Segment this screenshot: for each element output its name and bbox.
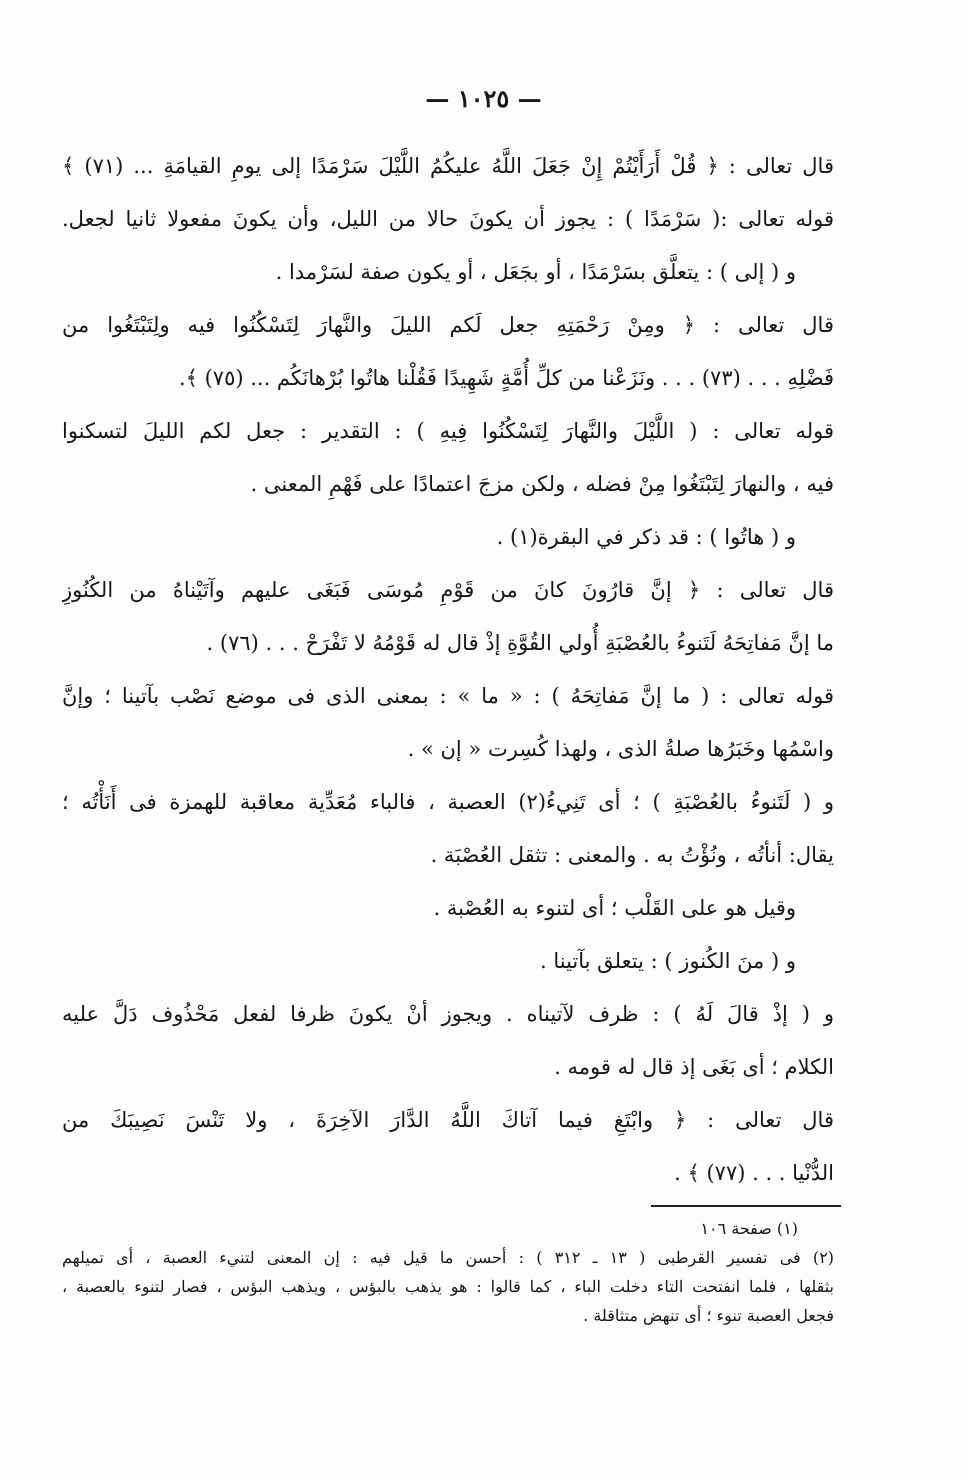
footnote-line: بثقلها ، فلما انفتحت التاء دخلت الباء ، كما قالوا : هو يذهب بالبؤس ، ويذهب البؤس ، فصار لتنوء بالعصبة ،: [62, 1277, 834, 1296]
footnote-line: فجعل العصبة تنوء ؛ أى تنهض متثاقلة .: [583, 1306, 834, 1325]
page-number: — ١٠٢٥ —: [425, 84, 542, 113]
text-line: ما إنَّ مَفاتِحَهُ لَتَنوءُ بالعُصْبَةِ أُولي القُوَّةِ إذْ قال له قَوْمُهُ لا تَفْرَحْ . . . (٧٦) .: [206, 631, 834, 655]
footnotes-block: [62, 1214, 834, 1330]
text-line: قال تعالى : ﴿ ومِنْ رَحْمَتِهِ جعل لَكم الليلَ والنَّهارَ لِتَسْكُنُوا فيه ولِتَبْتَغُوا من: [62, 313, 834, 337]
text-line: و ( هاتُوا ) : قد ذكر في البقرة(١) .: [496, 525, 796, 549]
text-line: قال تعالى : ﴿ قُلْ أَرَأَيْتُمْ إِنْ جَعَلَ اللَّهُ عليكُمُ اللَّيْلَ سَرْمَدًا إلى يومِ القيامَةِ ... (٧١) ﴾: [62, 154, 834, 178]
text-line: وقيل هو على القَلْب ؛ أى لتنوء به العُصْبة .: [433, 896, 796, 920]
text-line: و ( لَتَنوءُ بالعُصْبَةِ ) ؛ أى تَنِيءُ(٢) العصبة ، فالباء مُعَدِّية معاقبة للهمزة فى أَنَأْتُه ؛: [62, 790, 834, 814]
text-line: قوله تعالى : ( ما إنَّ مَفاتِحَهُ ) : « ما » : بمعنى الذى فى موضع نَصْب بآتينا ؛ وإنَّ: [62, 684, 834, 708]
text-line: فَضْلِهِ . . . (٧٣) . . . ونَزَعْنا من كلِّ أُمَّةٍ شَهِيدًا فَقُلْنا هاتُوا بُرْهانَكُم ... (٧٥) ﴾.: [178, 366, 834, 390]
text-line: قال تعالى : ﴿ إنَّ قارُونَ كانَ من قَوْمِ مُوسَى فَبَغَى عليهم وآتَيْناهُ من الكُنُوزِ: [62, 578, 834, 602]
main-text-block: [62, 140, 834, 1200]
text-line: واسْمُها وخَبَرُها صلةُ الذى ، ولهذا كُسِرت « إن » .: [407, 737, 834, 761]
text-line: الكلام ؛ أى بَغَى إذ قال له قومه .: [554, 1055, 834, 1079]
text-line: فيه ، والنهارَ لِتَبْتَغُوا مِنْ فضله ، ولكن مزجَ اعتمادًا على فَهْمِ المعنى .: [250, 472, 834, 496]
text-line: و ( منَ الكُنوز ) : يتعلق بآتينا .: [539, 949, 796, 973]
footnote-line: (١) صفحة ١٠٦: [700, 1219, 798, 1238]
text-line: قوله تعالى : ( اللَّيْلَ والنَّهارَ لِتَسْكُنُوا فِيهِ ) : التقدير : جعل لكم الليلَ لتسكنوا: [62, 419, 834, 443]
text-line: و ( إذْ قالَ لَهُ ) : ظرف لآتيناه . ويجوز أنْ يكونَ ظرفا لفعل مَحْذُوف دَلَّ عليه: [62, 1002, 834, 1026]
footnote-line: (٢) فى تفسير القرطبى ( ١٣ ـ ٣١٢ ) : أحسن ما قيل فيه : إن المعنى لتنيء العصبة ، أى تميلهم: [62, 1248, 834, 1267]
text-line: يقال: أنأتُه ، ونُؤْتُ به . والمعنى : تثقل العُصْبَة .: [430, 843, 834, 867]
text-line: قال تعالى : ﴿ وابْتَغِ فيما آتاكَ اللَّهُ الدَّارَ الآخِرَةَ ، ولا تَنْسَ نَصِيبَكَ من: [62, 1108, 834, 1132]
text-line: و ( إلى ) : يتعلَّق بسَرْمَدًا ، أو بجَعَل ، أو يكون صفة لسَرْمدا .: [275, 260, 796, 284]
text-line: قوله تعالى :( سَرْمَدًا ) : يجوز أن يكونَ حالا من الليل، وأن يكونَ مفعولا ثانيا لجعل.: [62, 207, 834, 231]
text-line: الدُّنْيا . . . (٧٧) ﴾ .: [674, 1161, 834, 1185]
footnote-divider: [651, 1205, 841, 1207]
